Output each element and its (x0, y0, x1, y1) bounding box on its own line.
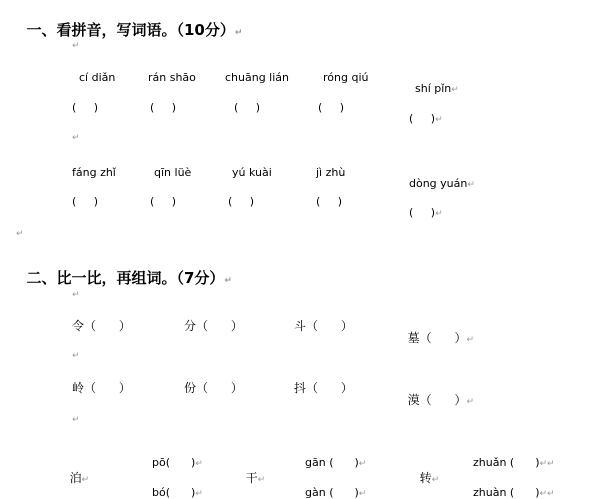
polyphone-char: 干↵ (245, 471, 266, 485)
pinyin-4: róng qiú (323, 71, 369, 84)
pinyin-7: qīn lüè (154, 166, 192, 179)
polyphone-char: 转↵ (419, 471, 440, 485)
compare-item[interactable]: 墓（ ）↵ (407, 331, 475, 345)
polyphone-reading[interactable]: zhuàn ( )↵↵ (473, 486, 555, 499)
pinyin-6: fáng zhǐ (72, 166, 116, 179)
paragraph-mark: ↵ (72, 41, 80, 51)
pinyin-3: chuāng lián (225, 71, 290, 84)
answer-blank[interactable]: ( ) (72, 195, 99, 208)
polyphone-reading[interactable]: gàn ( )↵ (305, 486, 367, 499)
pinyin-10: dòng yuán↵ (409, 177, 475, 190)
section-2-title: 二、比一比，再组词。（7分）↵ (26, 269, 232, 287)
answer-blank[interactable]: ( ) (318, 101, 345, 114)
answer-blank[interactable]: ( )↵ (409, 206, 443, 219)
answer-blank[interactable]: ( ) (316, 195, 343, 208)
answer-blank[interactable]: ( )↵ (409, 112, 443, 125)
compare-item[interactable]: 岭（ ） (72, 381, 131, 395)
answer-blank[interactable]: ( ) (150, 195, 177, 208)
paragraph-mark: ↵ (72, 415, 80, 425)
pinyin-2: rán shāo (148, 71, 196, 84)
answer-blank[interactable]: ( ) (228, 195, 255, 208)
pinyin-5: shí pǐn↵ (415, 82, 459, 95)
polyphone-reading[interactable]: zhuǎn ( )↵↵ (473, 456, 555, 469)
pinyin-9: jì zhù (316, 166, 346, 179)
pinyin-1: cí diǎn (79, 71, 116, 84)
pinyin-8: yú kuài (232, 166, 272, 179)
polyphone-reading[interactable]: bó( )↵ (152, 486, 203, 499)
answer-blank[interactable]: ( ) (150, 101, 177, 114)
polyphone-reading[interactable]: pō( )↵ (152, 456, 203, 469)
compare-item[interactable]: 斗（ ） (294, 319, 353, 333)
section-1-title: 一、看拼音，写词语。（10分）↵ (26, 21, 243, 39)
paragraph-mark: ↵ (16, 229, 24, 239)
compare-item[interactable]: 分（ ） (184, 319, 243, 333)
compare-item[interactable]: 令（ ） (72, 319, 131, 333)
compare-item[interactable]: 抖（ ） (294, 381, 353, 395)
compare-item[interactable]: 份（ ） (184, 381, 243, 395)
paragraph-mark: ↵ (72, 290, 80, 300)
compare-item[interactable]: 漠（ ）↵ (407, 393, 475, 407)
paragraph-mark: ↵ (72, 133, 80, 143)
polyphone-reading[interactable]: gān ( )↵ (305, 456, 367, 469)
answer-blank[interactable]: ( ) (234, 101, 261, 114)
paragraph-mark: ↵ (72, 351, 80, 361)
polyphone-char: 泊↵ (69, 471, 90, 485)
answer-blank[interactable]: ( ) (72, 101, 99, 114)
